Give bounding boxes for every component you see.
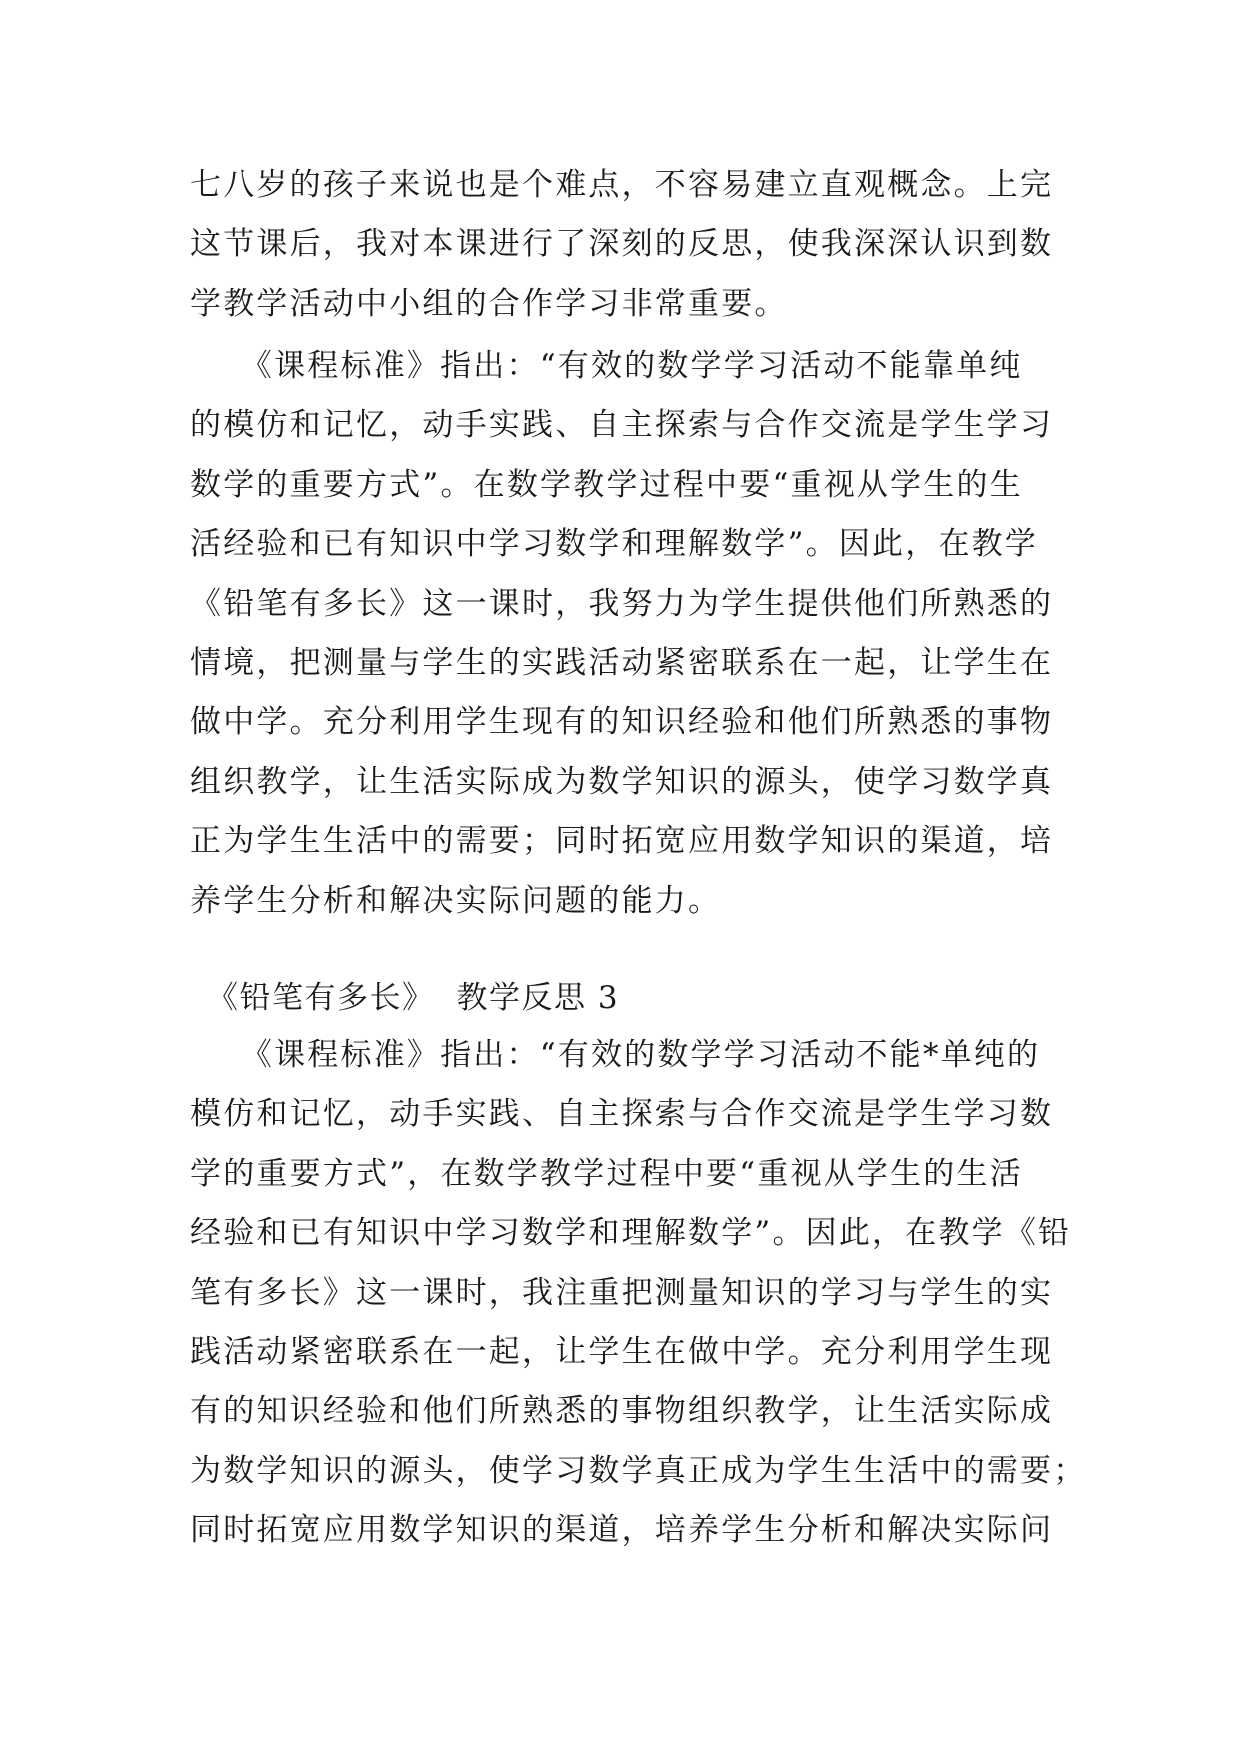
paragraph-line: 活经验和已有知识中学习数学和理解数学”。因此，在教学 (190, 526, 1039, 563)
paragraph-line: 养学生分析和解决实际问题的能力。 (190, 882, 722, 919)
paragraph-line: 《课程标准》指出：“有效的数学学习活动不能*单纯的 (190, 1037, 1041, 1073)
paragraph-line: 同时拓宽应用数学知识的渠道，培养学生分析和解决实际问 (190, 1512, 1054, 1549)
paragraph-line: 《课程标准》指出：“有效的数学学习活动不能靠单纯 (190, 348, 1023, 384)
paragraph-line: 《铅笔有多长》这一课时，我努力为学生提供他们所熟悉的 (190, 585, 1054, 622)
paragraph-line: 这节课后，我对本课进行了深刻的反思，使我深深认识到数 (190, 226, 1054, 263)
paragraph-line: 经验和已有知识中学习数学和理解数学”。因此，在教学《铅 (190, 1215, 1072, 1252)
paragraph-line: 为数学知识的源头，使学习数学真正成为学生生活中的需要； (190, 1452, 1087, 1489)
paragraph-line: 的模仿和记忆，动手实践、自主探索与合作交流是学生学习 (190, 407, 1054, 444)
paragraph-line: 有的知识经验和他们所熟悉的事物组织教学，让生活实际成 (190, 1393, 1054, 1430)
paragraph-line: 学教学活动中小组的合作学习非常重要。 (190, 285, 788, 322)
paragraph-line: 做中学。充分利用学生现有的知识经验和他们所熟悉的事物 (190, 704, 1054, 741)
paragraph-line: 学的重要方式”，在数学教学过程中要“重视从学生的生活 (190, 1155, 1023, 1192)
paragraph-line: 组织教学，让生活实际成为数学知识的源头，使学习数学真 (190, 763, 1054, 800)
paragraph-1 (190, 156, 1054, 334)
paragraph-3 (190, 1026, 1087, 1561)
paragraph-line: 情境，把测量与学生的实践活动紧密联系在一起，让学生在 (190, 644, 1054, 681)
section-heading (207, 978, 619, 1018)
paragraph-line: 正为学生生活中的需要；同时拓宽应用数学知识的渠道，培 (190, 823, 1054, 860)
section-heading-title: 《铅笔有多长》 (207, 980, 435, 1016)
paragraph-line: 笔有多长》这一课时，我注重把测量知识的学习与学生的实 (190, 1274, 1054, 1311)
paragraph-2 (190, 337, 1054, 931)
paragraph-line: 七八岁的孩子来说也是个难点，不容易建立直观概念。上完 (190, 167, 1054, 203)
paragraph-line: 模仿和记忆，动手实践、自主探索与合作交流是学生学习数 (190, 1096, 1054, 1133)
section-heading-subtitle: 教学反思 3 (456, 980, 620, 1016)
paragraph-line: 践活动紧密联系在一起，让学生在做中学。充分利用学生现 (190, 1333, 1054, 1370)
paragraph-line: 数学的重要方式”。在数学教学过程中要“重视从学生的生 (190, 466, 1023, 503)
